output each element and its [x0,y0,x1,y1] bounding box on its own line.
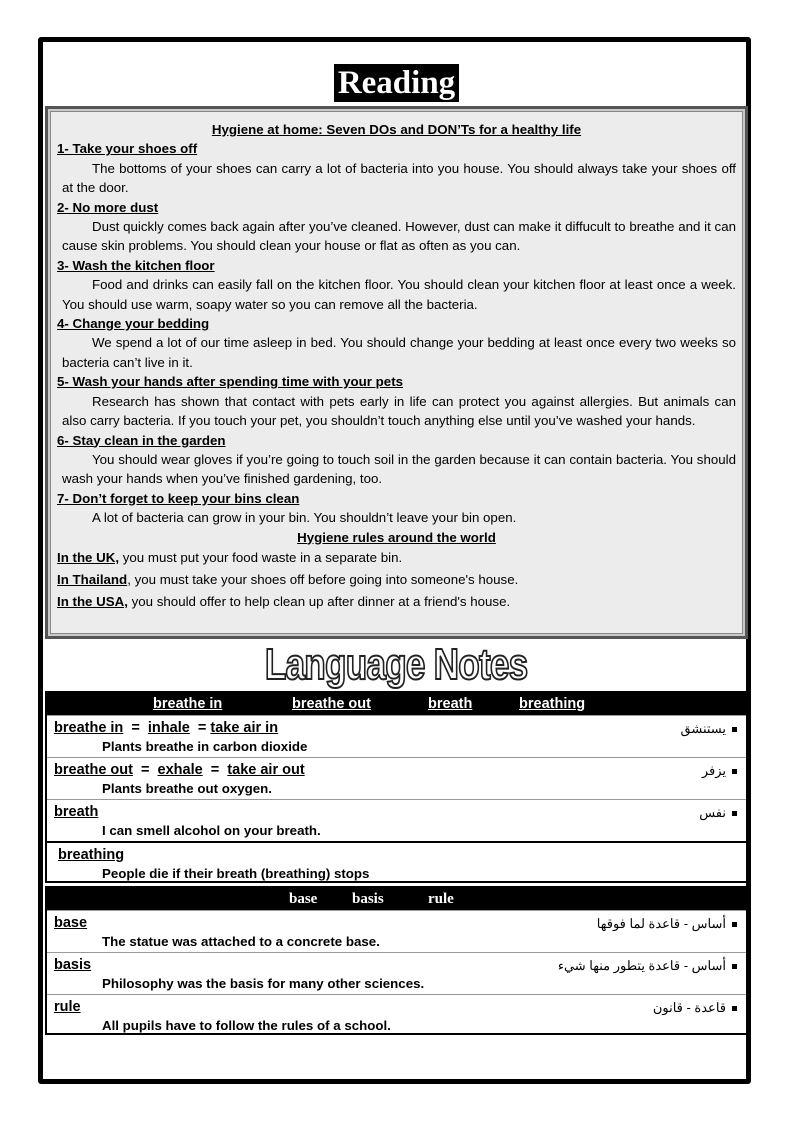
title-area [0,64,793,102]
arabic-text: يستنشق [680,721,726,736]
vocab-box-header [47,693,746,715]
vocab-row [47,715,746,757]
term-equals: = [131,720,140,736]
section-text: Dust quickly comes back again after you’ve cleaned. However, dust can make it diffucult to breathe and it can cause skin problems. You should clean your house or flat as often as you can. [62,219,736,254]
bullet-icon [732,964,737,969]
header-word: breathe out [292,696,371,712]
arabic-text: يزفر [701,763,726,778]
vocab-term [54,915,87,931]
bullet-icon [732,811,737,816]
vocab-box-base [45,886,748,1035]
arabic-text: نفس [699,805,726,820]
vocab-term [54,957,91,973]
language-notes-area [0,640,793,690]
section-title: 4- Change your bedding [57,316,210,332]
term-word: base [54,915,88,931]
arabic-meaning [699,805,737,821]
vocab-example: I can smell alcohol on your breath. [102,823,321,838]
vocab-row [47,841,746,885]
vocab-example: Plants breathe out oxygen. [102,781,272,796]
term-synonym: take air in [210,720,279,736]
arabic-meaning [558,958,737,974]
vocab-example: The statue was attached to a concrete base. [102,934,380,949]
section-text: Research has shown that contact with pets early in life can protect you against allergies. But animals can also carry bacteria. If you touch your pet, you shouldn’t touch anything else until you’ve washed your hands. [62,393,736,429]
section-text: Food and drinks can easily fall on the kitchen floor. You should clean your kitchen floor at least once a week. You should use warm, soapy water so you can remove all the bacteria. [62,277,736,312]
world-place: In Thailand [57,571,128,587]
term-synonym: take air out [227,762,305,778]
term-synonym: exhale [157,762,203,778]
term-equals: = [210,762,220,778]
world-rule [57,569,736,591]
section-title: 6- Stay clean in the garden [57,432,226,448]
header-word: breathe in [153,696,223,712]
vocab-term [58,847,124,863]
world-text: , you must take your shoes off before going into someone's house. [127,571,519,587]
world-place: In the USA, [57,593,128,609]
vocab-box-breathe [45,691,748,883]
vocab-row [47,994,746,1036]
world-rule [57,591,736,613]
header-word: basis [352,891,384,907]
vocab-row [47,952,746,994]
vocab-term [54,804,98,820]
reading-heading: Hygiene at home: Seven DOs and DON’Ts for a healthy life [211,122,582,137]
section-title: 1- Take your shoes off [57,141,198,157]
reading-content [50,111,743,634]
vocab-row [47,910,746,952]
world-place: In the UK, [57,549,120,565]
vocab-row [47,799,746,841]
section-text: A lot of bacteria can grow in your bin. You shouldn’t leave your bin open. [92,510,517,526]
vocab-term [54,720,278,736]
vocab-box-header [47,888,746,910]
header-word: rule [428,891,454,907]
section-text: The bottoms of your shoes can carry a lot of bacteria into you house. You should always take your shoes off at the door. [62,160,736,196]
arabic-text: قاعدة - قانون [652,1000,726,1015]
section-title: 7- Don’t forget to keep your bins clean [57,490,300,506]
world-text: you should offer to help clean up after dinner at a friend's house. [127,593,511,609]
header-word: breathing [519,696,586,712]
vocab-example: People die if their breath (breathing) stops [102,866,370,881]
language-notes-title: Language Notes [265,640,528,689]
term-word: breath [54,804,99,820]
vocab-example: All pupils have to follow the rules of a school. [102,1018,391,1033]
arabic-meaning [653,1000,737,1016]
section-title: 5- Wash your hands after spending time with your pets [57,374,404,390]
arabic-meaning [681,721,738,737]
page-title: Reading [334,64,459,102]
bullet-icon [732,727,737,732]
term-word: breathe out [54,762,133,778]
vocab-term [54,762,305,778]
bullet-icon [732,769,737,774]
header-word: breath [428,696,473,712]
world-heading: Hygiene rules around the world [297,529,496,545]
vocab-term [54,999,81,1015]
term-word: basis [54,957,92,973]
arabic-meaning [597,916,737,932]
arabic-text: أساس - قاعدة يتطور منها شيء [557,958,726,973]
term-word: breathe in [54,720,124,736]
bullet-icon [732,1006,737,1011]
term-equals: = [141,762,150,778]
section-text: You should wear gloves if you’re going to touch soil in the garden because it can contain bacteria. You should wash your hands when you’ve finished gardening, too. [62,451,736,487]
world-text: you must put your food waste in a separate bin. [119,549,403,565]
term-word: breathing [58,847,125,863]
term-word: rule [54,999,81,1015]
term-synonym: inhale [147,720,190,736]
reading-box [45,106,748,639]
vocab-example: Philosophy was the basis for many other sciences. [102,976,425,991]
header-word: base [289,891,318,907]
vocab-example: Plants breathe in carbon dioxide [102,739,308,754]
section-title: 3- Wash the kitchen floor [57,257,215,273]
arabic-meaning [702,763,737,779]
term-equals: = [197,720,207,736]
arabic-text: أساس - قاعدة لما فوقها [596,916,726,931]
bullet-icon [732,922,737,927]
section-title: 2- No more dust [57,199,159,215]
vocab-row [47,757,746,799]
section-text: We spend a lot of our time asleep in bed. You should change your bedding at least once every two weeks so bacteria can’t live in it. [62,335,736,370]
world-rule [57,547,736,569]
